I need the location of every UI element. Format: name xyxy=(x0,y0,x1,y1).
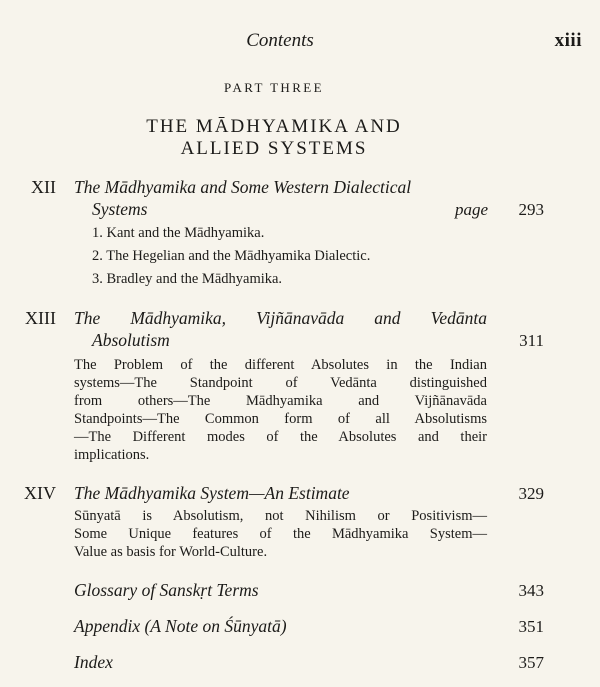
chapter-page-xii: 293 xyxy=(518,200,544,219)
description-line: The Problem of the different Absolutes in the Indian xyxy=(74,357,487,373)
chapter-title-xiv: The Mādhyamika System—An Estimate xyxy=(74,483,350,503)
description-line: implications. xyxy=(74,447,150,463)
chapter-numeral-xiii: XIII xyxy=(25,308,56,328)
description-line: Some Unique features of the Mādhyamika System— xyxy=(74,526,487,542)
chapter-numeral-xii: XII xyxy=(31,177,56,197)
page-number: xiii xyxy=(554,30,582,51)
back-matter-glossary-title: Glossary of Sanskṛt Terms xyxy=(74,580,259,600)
description-line: Sūnyatā is Absolutism, not Nihilism or Positivism— xyxy=(74,508,487,524)
chapter-page-xiv: 329 xyxy=(518,484,544,503)
description-line: Value as basis for World-Culture. xyxy=(74,544,268,560)
part-label: PART THREE xyxy=(224,80,324,95)
description-line: from others—The Mādhyamika and Vijñānavāda xyxy=(74,393,487,409)
back-matter-index-page: 357 xyxy=(518,653,544,672)
running-title: Contents xyxy=(246,30,314,51)
page-label: page xyxy=(455,200,489,219)
back-matter-glossary-page: 343 xyxy=(518,581,544,600)
chapter-title-xiii-line-2: Absolutism xyxy=(92,330,170,350)
section-item: 2. The Hegelian and the Mādhyamika Dialectic. xyxy=(92,248,371,264)
chapter-title-xii-line-2: Systems xyxy=(92,199,148,219)
section-item: 1. Kant and the Mādhyamika. xyxy=(92,225,265,241)
description-line: systems—The Standpoint of Vedānta distinguished xyxy=(74,375,487,391)
description-line: Standpoints—The Common form of all Absolutisms xyxy=(74,411,487,427)
description-line: —The Different modes of the Absolutes and their xyxy=(74,429,487,445)
chapter-numeral-xiv: XIV xyxy=(24,483,56,503)
chapter-page-xiii: 311 xyxy=(519,331,544,350)
back-matter-index-title: Index xyxy=(74,652,113,672)
chapter-title-xiii-line-1: The Mādhyamika, Vijñānavāda and Vedānta xyxy=(74,308,487,328)
section-item: 3. Bradley and the Mādhyamika. xyxy=(92,271,283,287)
chapter-title-xii-line-1: The Mādhyamika and Some Western Dialectical xyxy=(74,177,412,197)
part-title-line-1: THE MĀDHYAMIKA AND xyxy=(146,116,402,137)
back-matter-appendix-page: 351 xyxy=(518,617,544,636)
back-matter-appendix-title: Appendix (A Note on Śūnyatā) xyxy=(74,616,287,636)
part-title-line-2: ALLIED SYSTEMS xyxy=(180,138,368,159)
